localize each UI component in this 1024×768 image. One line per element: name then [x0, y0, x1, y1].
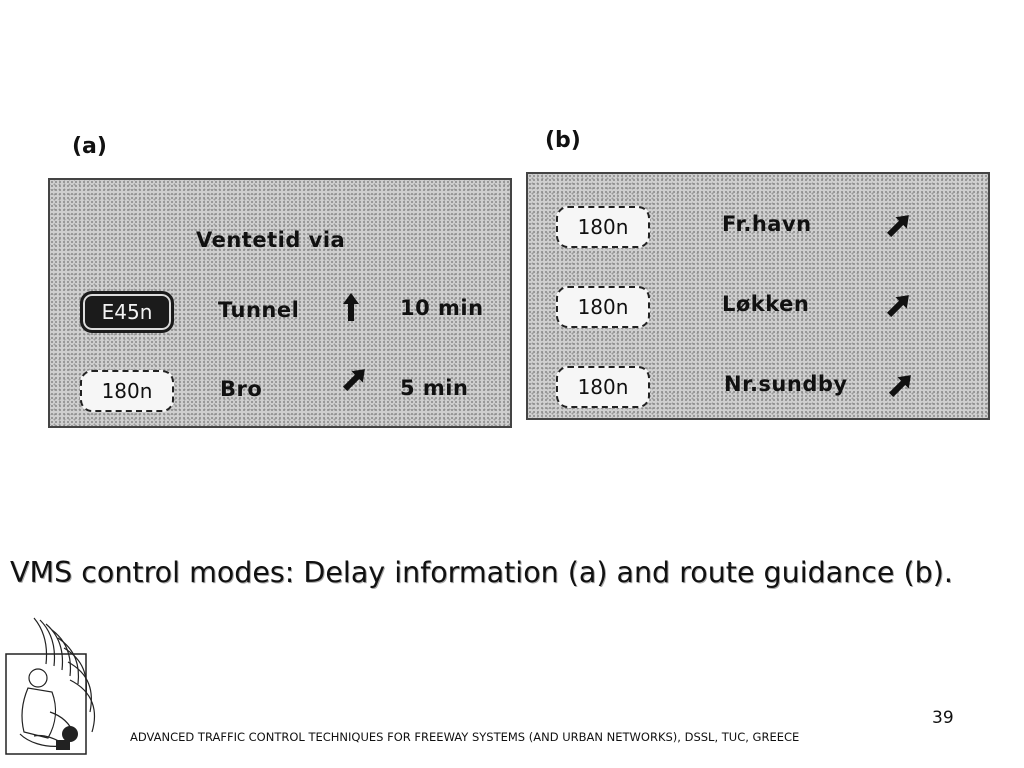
panel-b-destination-frhavn: Fr.havn: [722, 212, 812, 236]
arrow-up-right-icon: [884, 210, 914, 240]
panel-a-time-tunnel: 10 min: [400, 296, 484, 320]
panel-a-title: Ventetid via: [196, 228, 346, 252]
panel-a-destination-bro: Bro: [220, 377, 263, 401]
page-number: 39: [932, 708, 954, 728]
arrow-up-right-icon: [886, 370, 916, 400]
winged-figure-logo-icon: [4, 616, 104, 758]
panel-b-destination-nrsundby: Nr.sundby: [724, 372, 848, 396]
panel-b-shield-180n-1: 180n: [556, 206, 650, 248]
slide-footer: ADVANCED TRAFFIC CONTROL TECHNIQUES FOR FREEWAY SYSTEMS (AND URBAN NETWORKS), DSSL, TUC, GREECE: [130, 730, 800, 744]
panel-a-destination-tunnel: Tunnel: [218, 298, 300, 322]
panel-a-label: (a): [72, 134, 107, 159]
arrow-up-right-icon: [340, 364, 370, 394]
panel-a-time-bro: 5 min: [400, 376, 469, 400]
panel-b-shield-180n-2: 180n: [556, 286, 650, 328]
panel-a-shield-180n: 180n: [80, 370, 174, 412]
arrow-up-right-icon: [884, 290, 914, 320]
panel-b-destination-lokken: Løkken: [722, 292, 810, 316]
arrow-up-icon: [336, 292, 366, 322]
slide-caption: VMS control modes: Delay information (a) and route guidance (b).: [10, 556, 953, 589]
panel-b-shield-180n-3: 180n: [556, 366, 650, 408]
panel-b-route-guidance: [526, 172, 990, 420]
panel-b-label: (b): [545, 128, 581, 153]
panel-a-delay-information: [48, 178, 512, 428]
panel-a-shield-e45n: E45n: [80, 291, 174, 333]
